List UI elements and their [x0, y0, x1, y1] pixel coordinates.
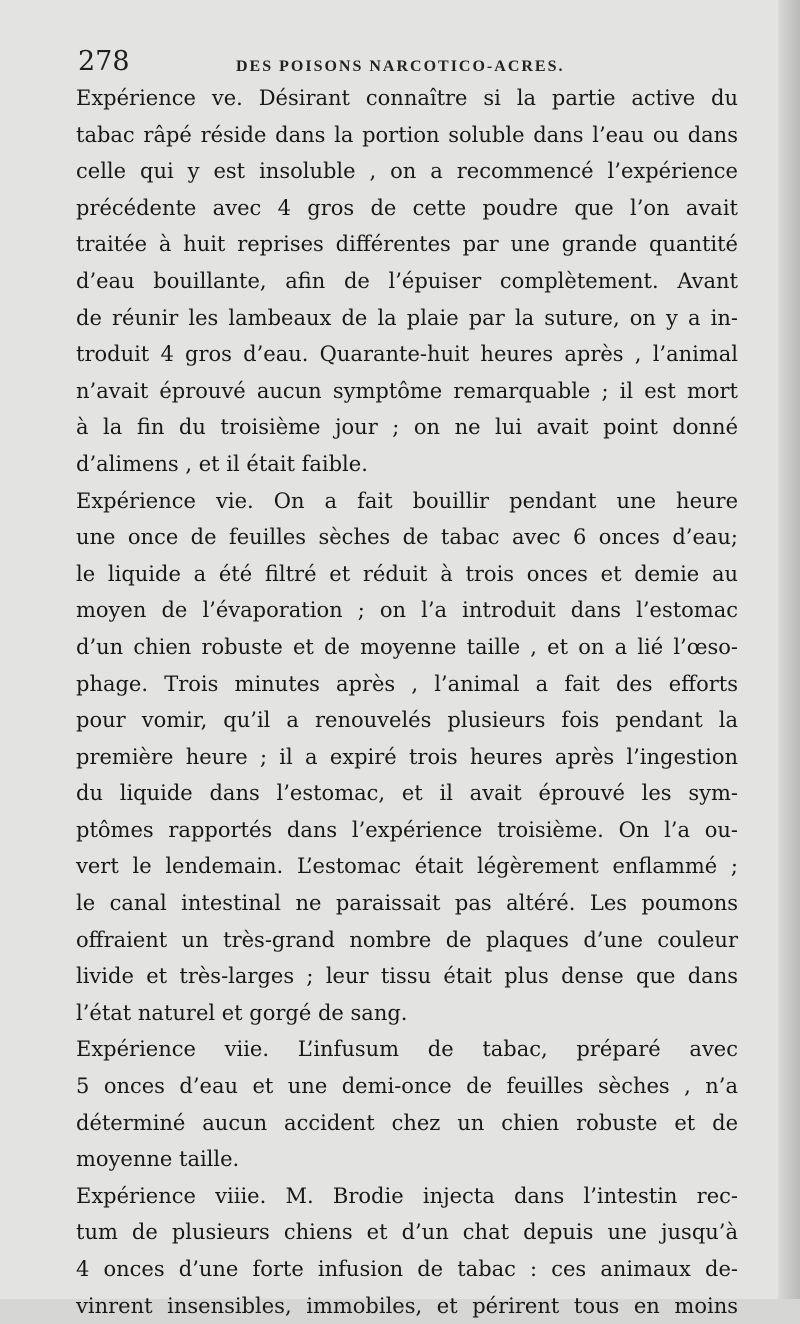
- page-header: [78, 44, 738, 84]
- text-line: d’alimens , et il était faible.: [76, 451, 368, 476]
- text-line: troduit 4 gros d’eau. Quarante-huit heures après , l’animal: [76, 342, 738, 367]
- running-head: DES POISONS NARCOTICO-ACRES.: [236, 58, 565, 75]
- text-line: le canal intestinal ne paraissait pas altéré. Les poumons: [76, 891, 738, 916]
- text-line: 4 onces d’une forte infusion de tabac : ces animaux de-: [76, 1257, 738, 1281]
- text-line: l’état naturel et gorgé de sang.: [76, 1000, 408, 1025]
- text-line: tum de plusieurs chiens et d’un chat depuis une jusqu’à: [76, 1220, 738, 1245]
- text-line: une once de feuilles sèches de tabac avec 6 onces d’eau;: [76, 525, 738, 550]
- text-line: celle qui y est insoluble , on a recommencé l’expérience: [76, 159, 738, 184]
- text-line: à la fin du troisième jour ; on ne lui avait point donné: [76, 415, 738, 440]
- text-line: vert le lendemain. L’estomac était légèrement enflammé ;: [76, 854, 738, 879]
- text-line: 5 onces d’eau et une demi-once de feuilles sèches , n’a: [76, 1074, 738, 1099]
- text-line: traitée à huit reprises différentes par une grande quantité: [76, 232, 738, 257]
- text-line: déterminé aucun accident chez un chien robuste et de: [76, 1110, 738, 1135]
- text-line: de réunir les lambeaux de la plaie par la suture, on y a in-: [76, 305, 738, 330]
- text-line: offraient un très-grand nombre de plaques d’une couleur: [76, 927, 738, 952]
- body-text: [76, 80, 738, 1324]
- text-line: d’eau bouillante, afin de l’épuiser complètement. Avant: [76, 268, 738, 293]
- text-line: Expérience ve. Désirant connaître si la partie active du: [76, 86, 738, 110]
- text-line: Expérience viie. L’infusum de tabac, préparé avec: [76, 1037, 738, 1062]
- text-line: Expérience vie. On a fait bouillir pendant une heure: [76, 488, 738, 513]
- page-edge: [778, 0, 800, 1299]
- text-line: précédente avec 4 gros de cette poudre que l’on avait: [76, 195, 738, 220]
- text-line: première heure ; il a expiré trois heures après l’ingestion: [76, 744, 738, 769]
- text-line: tabac râpé réside dans la portion soluble dans l’eau ou dans: [76, 122, 738, 147]
- text-line: pour vomir, qu’il a renouvelés plusieurs fois pendant la: [76, 708, 738, 733]
- text-line: Expérience viiie. M. Brodie injecta dans l’intestin rec-: [76, 1183, 738, 1208]
- text-line: moyenne taille.: [76, 1147, 240, 1172]
- text-line: moyen de l’évaporation ; on l’a introduit dans l’estomac: [76, 598, 738, 623]
- page-number: 278: [78, 46, 130, 77]
- text-line: livide et très-larges ; leur tissu était plus dense que dans: [76, 964, 738, 989]
- text-line: phage. Trois minutes après , l’animal a fait des efforts: [76, 671, 738, 696]
- text-line: vinrent insensibles, immobiles, et périrent tous en moins: [76, 1293, 738, 1318]
- text-line: le liquide a été filtré et réduit à trois onces et demie au: [76, 561, 738, 586]
- text-line: d’un chien robuste et de moyenne taille , et on a lié l’œso-: [76, 634, 738, 659]
- text-line: du liquide dans l’estomac, et il avait éprouvé les sym-: [76, 781, 738, 806]
- text-line: ptômes rapportés dans l’expérience troisième. On l’a ou-: [76, 817, 738, 842]
- text-line: n’avait éprouvé aucun symptôme remarquable ; il est mort: [76, 378, 738, 403]
